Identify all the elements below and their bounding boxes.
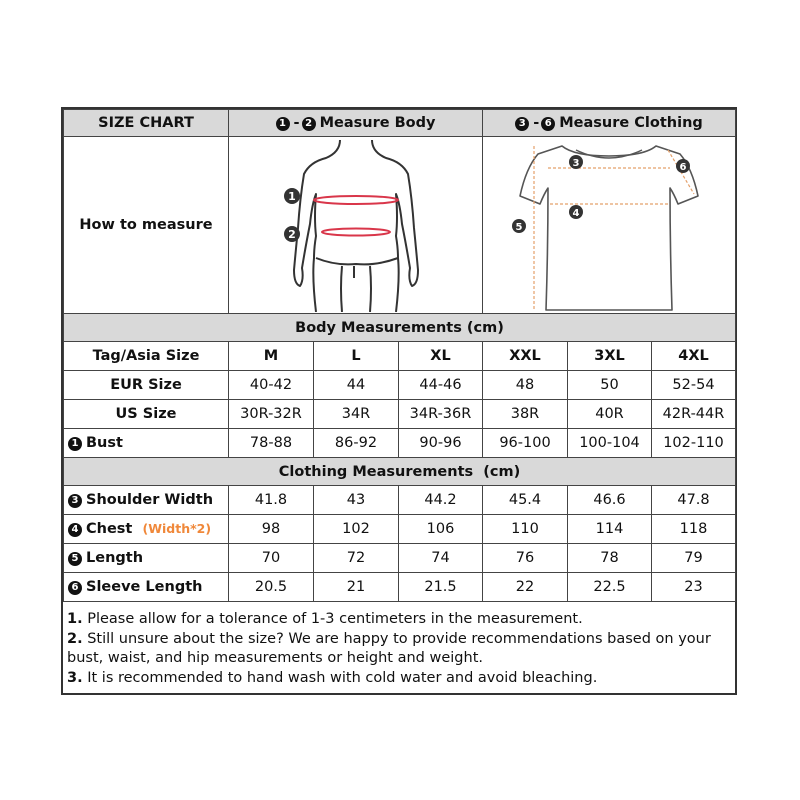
table-cell: 43: [314, 486, 399, 515]
table-cell: 52-54: [652, 371, 736, 400]
note-item: 2. Still unsure about the size? We are happy to provide recommendations based on your bust, waist, and hip measurements or height and weight.: [67, 630, 711, 666]
marker-label: 4: [572, 208, 580, 219]
marker-icon: 1: [68, 437, 82, 451]
row-label: [64, 544, 229, 573]
table-cell: 106: [399, 515, 483, 544]
table-cell: 114: [568, 515, 652, 544]
body-figure-cell: [229, 137, 483, 314]
marker-icon: 5: [68, 552, 82, 566]
row-label: Tag/Asia Size: [64, 342, 229, 371]
table-cell: 72: [314, 544, 399, 573]
marker-5: [512, 219, 526, 233]
table-row: [64, 486, 736, 515]
table-cell: 100-104: [568, 429, 652, 458]
marker-6: [676, 159, 690, 173]
marker-4: [569, 205, 583, 219]
table-cell: 21.5: [399, 573, 483, 602]
note-item: 1. Please allow for a tolerance of 1-3 centimeters in the measurement.: [67, 611, 583, 627]
table-row: [64, 429, 736, 458]
clothing-section-title: Clothing Measurements (cm): [64, 458, 736, 486]
size-cell: XXL: [483, 342, 568, 371]
table-cell: 41.8: [229, 486, 314, 515]
row-label: EUR Size: [64, 371, 229, 400]
table-cell: 102: [314, 515, 399, 544]
size-chart-table: [63, 109, 736, 602]
chest-label: Chest: [86, 521, 133, 537]
marker-icon: 3: [68, 494, 82, 508]
tshirt-figure-cell: [483, 137, 736, 314]
marker-3: [569, 155, 583, 169]
note-item: 3. It is recommended to hand wash with cold water and avoid bleaching.: [67, 669, 598, 686]
clothing-section-row: [64, 458, 736, 486]
marker-icon: 3: [515, 117, 529, 131]
table-cell: 44.2: [399, 486, 483, 515]
tshirt-icon: [484, 138, 734, 312]
table-cell: 78: [568, 544, 652, 573]
table-cell: 74: [399, 544, 483, 573]
notes-block: [63, 602, 735, 694]
row-label: [64, 429, 229, 458]
size-cell: 4XL: [652, 342, 736, 371]
size-cell: XL: [399, 342, 483, 371]
table-cell: 47.8: [652, 486, 736, 515]
table-cell: 23: [652, 573, 736, 602]
table-cell: 30R-32R: [229, 400, 314, 429]
marker-icon: 4: [68, 523, 82, 537]
table-row: [64, 515, 736, 544]
table-cell: 86-92: [314, 429, 399, 458]
illustration-row: [64, 137, 736, 314]
table-cell: 40R: [568, 400, 652, 429]
table-cell: 102-110: [652, 429, 736, 458]
table-cell: 70: [229, 544, 314, 573]
table-cell: 42R-44R: [652, 400, 736, 429]
table-cell: 50: [568, 371, 652, 400]
size-chart-title: SIZE CHART: [64, 110, 229, 137]
table-cell: 34R-36R: [399, 400, 483, 429]
marker-2: [284, 226, 300, 242]
length-label: Length: [86, 550, 144, 566]
body-section-title: Body Measurements (cm): [64, 314, 736, 342]
table-row: [64, 400, 736, 429]
measure-clothing-header: 3 - 6 Measure Clothing: [483, 110, 736, 137]
marker-icon: 2: [302, 117, 316, 131]
table-cell: 48: [483, 371, 568, 400]
table-cell: 40-42: [229, 371, 314, 400]
measure-body-header: 1 - 2 Measure Body: [229, 110, 483, 137]
table-cell: 21: [314, 573, 399, 602]
table-cell: 22: [483, 573, 568, 602]
row-label: [64, 515, 229, 544]
table-cell: 34R: [314, 400, 399, 429]
marker-label: 3: [572, 158, 580, 169]
marker-icon: 6: [541, 117, 555, 131]
marker-label: 2: [287, 228, 296, 241]
table-row: [64, 573, 736, 602]
table-cell: 38R: [483, 400, 568, 429]
marker-icon: 6: [68, 581, 82, 595]
size-cell: 3XL: [568, 342, 652, 371]
table-cell: 22.5: [568, 573, 652, 602]
table-cell: 44-46: [399, 371, 483, 400]
table-cell: 110: [483, 515, 568, 544]
marker-icon: 1: [276, 117, 290, 131]
table-cell: 44: [314, 371, 399, 400]
table-cell: 46.6: [568, 486, 652, 515]
table-cell: 90-96: [399, 429, 483, 458]
measure-body-label: Measure Body: [319, 115, 436, 131]
shoulder-label: Shoulder Width: [86, 492, 214, 508]
row-label: [64, 573, 229, 602]
bust-label: Bust: [86, 435, 123, 451]
marker-label: 1: [287, 190, 296, 203]
row-label: US Size: [64, 400, 229, 429]
how-to-measure-label: How to measure: [64, 137, 229, 314]
measure-clothing-label: Measure Clothing: [559, 115, 703, 131]
table-cell: 96-100: [483, 429, 568, 458]
size-cell: L: [314, 342, 399, 371]
row-label: [64, 486, 229, 515]
table-cell: 45.4: [483, 486, 568, 515]
size-cell: M: [229, 342, 314, 371]
marker-1: [284, 188, 300, 204]
size-chart-sheet: [61, 107, 737, 695]
table-cell: 20.5: [229, 573, 314, 602]
marker-label: 5: [515, 222, 523, 233]
table-row: [64, 342, 736, 371]
table-row: [64, 371, 736, 400]
table-cell: 76: [483, 544, 568, 573]
table-cell: 98: [229, 515, 314, 544]
body-section-row: [64, 314, 736, 342]
marker-label: 6: [679, 162, 687, 173]
chest-note: (Width*2): [142, 521, 212, 536]
body-silhouette-icon: [256, 138, 456, 312]
table-cell: 118: [652, 515, 736, 544]
table-row: [64, 544, 736, 573]
sleeve-label: Sleeve Length: [86, 579, 203, 595]
header-row: [64, 110, 736, 137]
table-cell: 79: [652, 544, 736, 573]
table-cell: 78-88: [229, 429, 314, 458]
